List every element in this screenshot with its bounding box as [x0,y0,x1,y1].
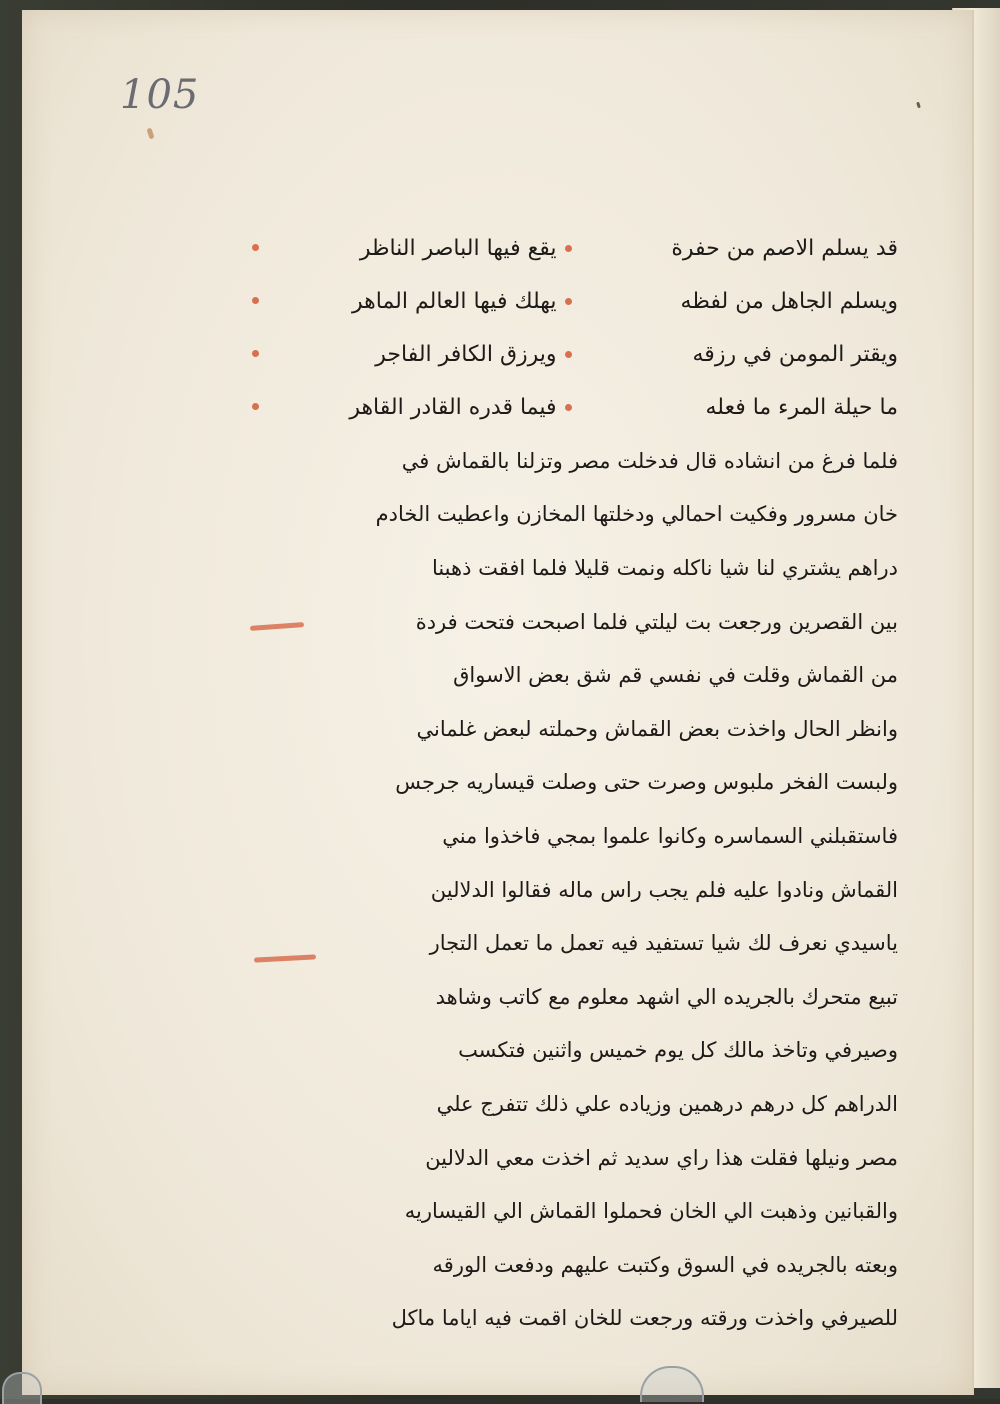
manuscript-text [258,222,898,1345]
verse-hemistich-left: يهلك فيها العالم الماهر [352,288,557,314]
prose-line: ياسيدي نعرف لك شيا تستفيد فيه تعمل ما تعمل التجار [429,931,898,956]
prose-line: خان مسرور وفكيت احمالي ودخلتها المخازن واعطيت الخادم [375,502,898,527]
prose-line: للصيرفي واخذت ورقته ورجعت للخان اقمت فيه اياما ماكل [391,1306,898,1331]
prose-line: بين القصرين ورجعت بت ليلتي فلما اصبحت فتحت فردة [415,609,898,634]
prose-line: مصر ونيلها فقلت هذا راي سديد ثم اخذت معي الدلالين [425,1145,898,1170]
verse-separator-dot [565,404,572,411]
prose-line: وانظر الحال واخذت بعض القماش وحملته لبعض غلماني [416,716,898,741]
verse-end-dot [252,297,259,304]
verse-hemistich-right: ويسلم الجاهل من لفظه [680,288,898,314]
prose-line: وصيرفي وتاخذ مالك كل يوم خميس واثنين فتكسب [458,1038,898,1063]
manuscript-page [22,10,974,1395]
verse-hemistich-right: ما حيلة المرء ما فعله [705,394,898,420]
verse-separator-dot [565,351,572,358]
page-clip [2,1372,42,1404]
verse-hemistich-left: فيما قدره القادر القاهر [349,394,557,420]
ink-speck [916,102,921,109]
verse-line [258,222,898,275]
prose-line: من القماش وقلت في نفسي قم شق بعض الاسواق [453,663,898,688]
verse-end-dot [252,403,259,410]
prose-line: وبعته بالجريده في السوق وكتبت عليهم ودفعت الورقه [432,1252,898,1277]
prose-line: ولبست الفخر ملبوس وصرت حتى وصلت قيساريه جرجس [395,770,898,795]
prose-line: دراهم يشتري لنا شيا ناكله ونمت قليلا فلما افقت ذهبنا [431,555,898,580]
folio-number: 105 [120,72,200,118]
prose-line: فلما فرغ من انشاده قال فدخلت مصر وتزلنا بالقماش في [401,448,898,473]
verse-hemistich-left: يقع فيها الباصر الناظر [359,235,557,261]
verse-end-dot [252,244,259,251]
ink-speck [146,127,154,139]
prose-line: القماش ونادوا عليه فلم يجب راس ماله فقالوا الدلالين [430,877,898,902]
prose-line: الدراهم كل درهم درهمين وزياده علي ذلك تتفرج علي [436,1091,898,1116]
prose-line: فاستقبلني السماسره وكانوا علموا بمجي فاخذوا مني [442,823,898,848]
verse-line [258,275,898,328]
prose-line: تبيع متحرك بالجريده الي اشهد معلوم مع كاتب وشاهد [435,984,898,1009]
prose-line: والقبانين وذهبت الي الخان فحملوا القماش الي القيساريه [404,1199,898,1224]
verse-separator-dot [565,245,572,252]
verse-separator-dot [565,298,572,305]
verse-line [258,381,898,434]
verse-line [258,328,898,381]
verse-hemistich-right: ويقتر المومن في رزقه [692,341,898,367]
verse-end-dot [252,350,259,357]
verse-hemistich-right: قد يسلم الاصم من حفرة [671,235,898,261]
verse-hemistich-left: ويرزق الكافر الفاجر [375,341,557,367]
